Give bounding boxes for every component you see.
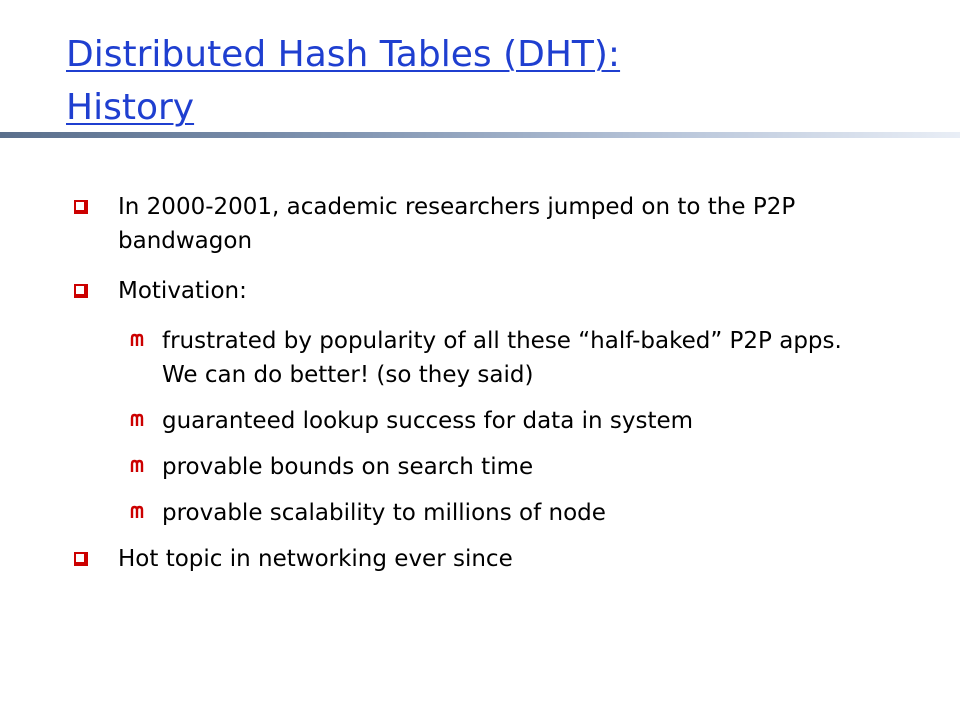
m-bullet-icon	[130, 332, 145, 347]
sub-bullet-item-4	[0, 496, 862, 530]
title-divider-bar	[0, 132, 960, 138]
slide-title	[66, 28, 926, 134]
bullet-item-1	[0, 190, 878, 258]
bullet-item-2	[0, 274, 878, 308]
square-bullet-icon	[74, 552, 88, 566]
sub-bullet-text-3: provable bounds on search time	[162, 454, 534, 480]
m-bullet-icon	[130, 458, 145, 473]
sub-bullet-text-1: frustrated by popularity of all these “half-baked” P2P apps. We can do better! (so they said)	[162, 328, 842, 388]
bullet-item-3	[0, 542, 878, 576]
sub-bullet-item-1	[0, 324, 862, 392]
slide-title-line-2: History	[66, 87, 195, 128]
bullet-text-1: In 2000-2001, academic researchers jumped on to the P2P bandwagon	[118, 194, 796, 254]
slide-title-line-1: Distributed Hash Tables (DHT):	[66, 34, 621, 75]
bullet-list	[0, 190, 960, 592]
sub-bullet-text-2: guaranteed lookup success for data in system	[162, 408, 694, 434]
square-bullet-icon	[74, 200, 88, 214]
sub-bullet-item-3	[0, 450, 862, 484]
m-bullet-icon	[130, 412, 145, 427]
bullet-text-3: Hot topic in networking ever since	[118, 546, 513, 572]
sub-bullet-item-2	[0, 404, 862, 438]
square-bullet-icon	[74, 284, 88, 298]
m-bullet-icon	[130, 504, 145, 519]
bullet-text-2: Motivation:	[118, 278, 247, 304]
sub-bullet-text-4: provable scalability to millions of node	[162, 500, 606, 526]
